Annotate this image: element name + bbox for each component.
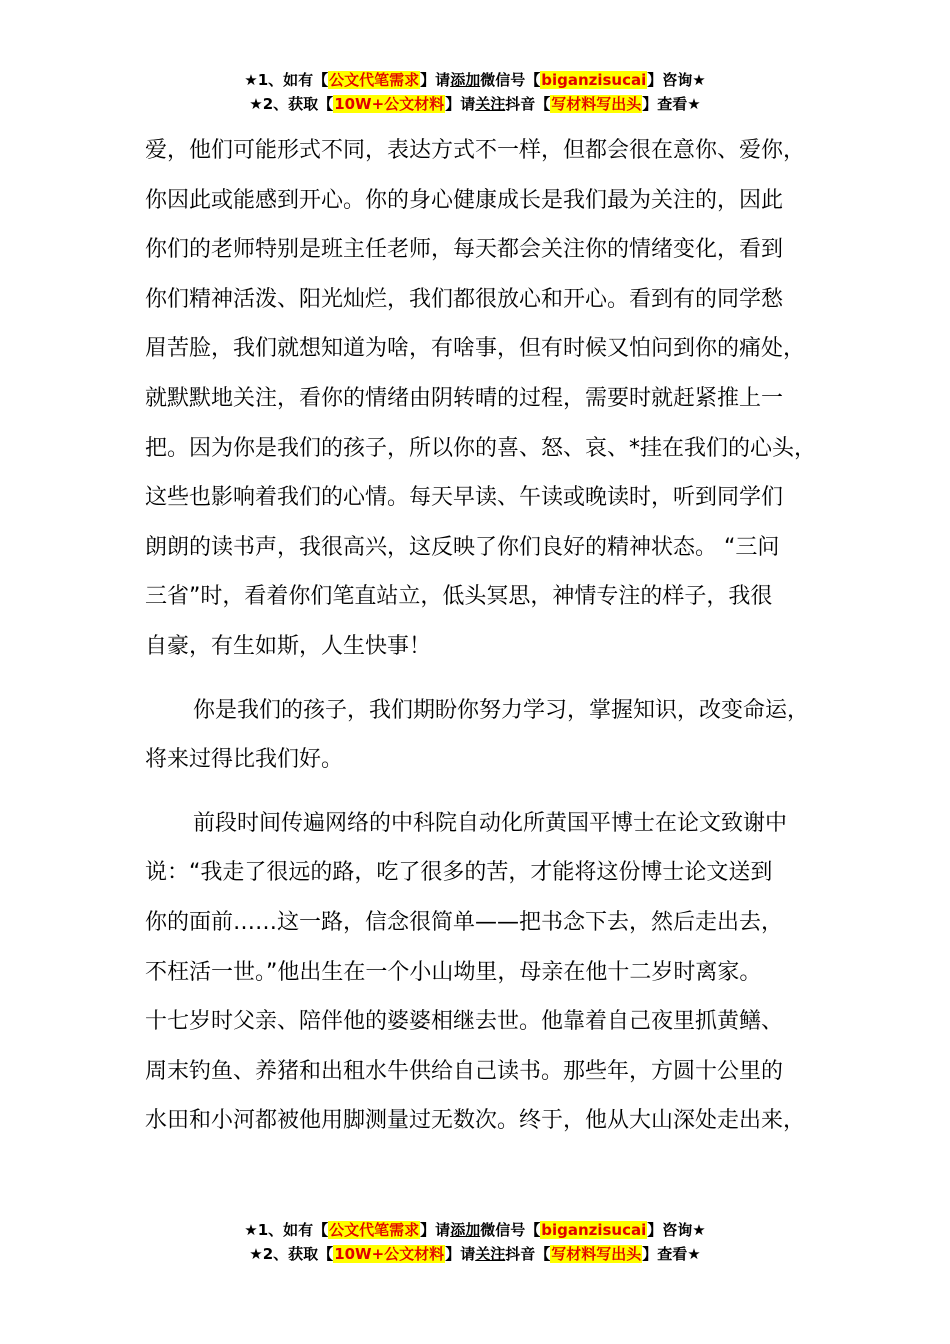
- text-line: 你们的老师特别是班主任老师，每天都会关注你的情绪变化，看到: [145, 237, 784, 263]
- highlight-douyin-account: 写材料写出头: [551, 95, 642, 113]
- paragraph-1: [145, 126, 825, 672]
- paragraph-gap: [145, 785, 825, 799]
- banner-text: 】查看★: [642, 1245, 701, 1263]
- text-line: 你是我们的孩子，我们期盼你努力学习，掌握知识，改变命运，: [193, 697, 810, 723]
- text-line: 眉苦脸，我们就想知道为啥，有啥事，但有时候又怕问到你的痛处，: [145, 336, 806, 362]
- highlight-ghostwriting: 公文代笔需求: [329, 71, 420, 89]
- highlight-douyin-account: 写材料写出头: [551, 1245, 642, 1263]
- underlined-add: 添加: [450, 71, 481, 89]
- paragraph-3: [145, 799, 825, 1146]
- text-line: 把。因为你是我们的孩子，所以你的喜、怒、哀、*挂在我们的心头，: [145, 435, 817, 461]
- text-line: 三省”时，看着你们笔直站立，低头冥思，神情专注的样子，我很: [145, 584, 773, 610]
- text-line: 周末钓鱼、养猪和出租水牛供给自己读书。那些年，方圆十公里的: [145, 1058, 784, 1084]
- text-line: 水田和小河都被他用脚测量过无数次。终于，他从大山深处走出来，: [145, 1108, 806, 1134]
- banner-text: 微信号【: [480, 1221, 541, 1239]
- text-line: 爱，他们可能形式不同，表达方式不一样，但都会很在意你、爱你，: [145, 138, 806, 163]
- text-line: 不枉活一世。”他出生在一个小山坳里，母亲在他十二岁时离家。: [145, 959, 762, 985]
- banner-line-1: [0, 68, 950, 92]
- text-line: 这些也影响着我们的心情。每天早读、午读或晚读时，听到同学们: [145, 485, 784, 511]
- banner-text: 】咨询★: [647, 71, 706, 89]
- banner-text: 】咨询★: [647, 1221, 706, 1239]
- top-banner: [0, 68, 950, 116]
- banner-text: 】查看★: [642, 95, 701, 113]
- banner-text: 】请: [420, 1221, 451, 1239]
- text-line: 前段时间传遍网络的中科院自动化所黄国平博士在论文致谢中: [193, 810, 788, 836]
- text-line: 你因此或能感到开心。你的身心健康成长是我们最为关注的，因此: [145, 187, 784, 213]
- banner-text: 】请: [445, 1245, 476, 1263]
- highlight-materials: 10W+公文材料: [334, 95, 445, 113]
- text-line: 自豪，有生如斯，人生快事！: [145, 633, 432, 659]
- text-line: 你的面前……这一路，信念很简单——把书念下去，然后走出去，: [145, 909, 784, 935]
- text-line: 十七岁时父亲、陪伴他的婆婆相继去世。他靠着自己夜里抓黄鳝、: [145, 1009, 784, 1035]
- banner-text: ★1、如有【: [244, 1221, 329, 1239]
- paragraph-2: [145, 686, 825, 785]
- banner-text: ★1、如有【: [244, 71, 329, 89]
- text-line: 将来过得比我们好。: [145, 747, 344, 773]
- banner-text: 抖音【: [505, 1245, 551, 1263]
- banner-text: 】请: [445, 95, 476, 113]
- banner-text: ★2、获取【: [249, 95, 334, 113]
- bottom-banner: [0, 1218, 950, 1266]
- paragraph-gap: [145, 672, 825, 686]
- banner-line-1: [0, 1218, 950, 1242]
- banner-text: ★2、获取【: [249, 1245, 334, 1263]
- highlight-wechat-id: biganzisucai: [541, 71, 647, 89]
- highlight-wechat-id: biganzisucai: [541, 1221, 647, 1239]
- banner-text: 】请: [420, 71, 451, 89]
- text-line: 说：“我走了很远的路，吃了很多的苦，才能将这份博士论文送到: [145, 860, 773, 886]
- underlined-follow: 关注: [475, 1245, 506, 1263]
- highlight-materials: 10W+公文材料: [334, 1245, 445, 1263]
- text-line: 朗朗的读书声，我很高兴，这反映了你们良好的精神状态。 “三问: [145, 534, 780, 560]
- underlined-follow: 关注: [475, 95, 506, 113]
- banner-line-2: [0, 92, 950, 116]
- text-line: 你们精神活泼、阳光灿烂，我们都很放心和开心。看到有的同学愁: [145, 286, 784, 312]
- banner-text: 抖音【: [505, 95, 551, 113]
- underlined-add: 添加: [450, 1221, 481, 1239]
- highlight-ghostwriting: 公文代笔需求: [329, 1221, 420, 1239]
- document-body: [145, 126, 825, 1146]
- text-line: 就默默地关注，看你的情绪由阴转晴的过程，需要时就赶紧推上一: [145, 385, 784, 411]
- banner-line-2: [0, 1242, 950, 1266]
- banner-text: 微信号【: [480, 71, 541, 89]
